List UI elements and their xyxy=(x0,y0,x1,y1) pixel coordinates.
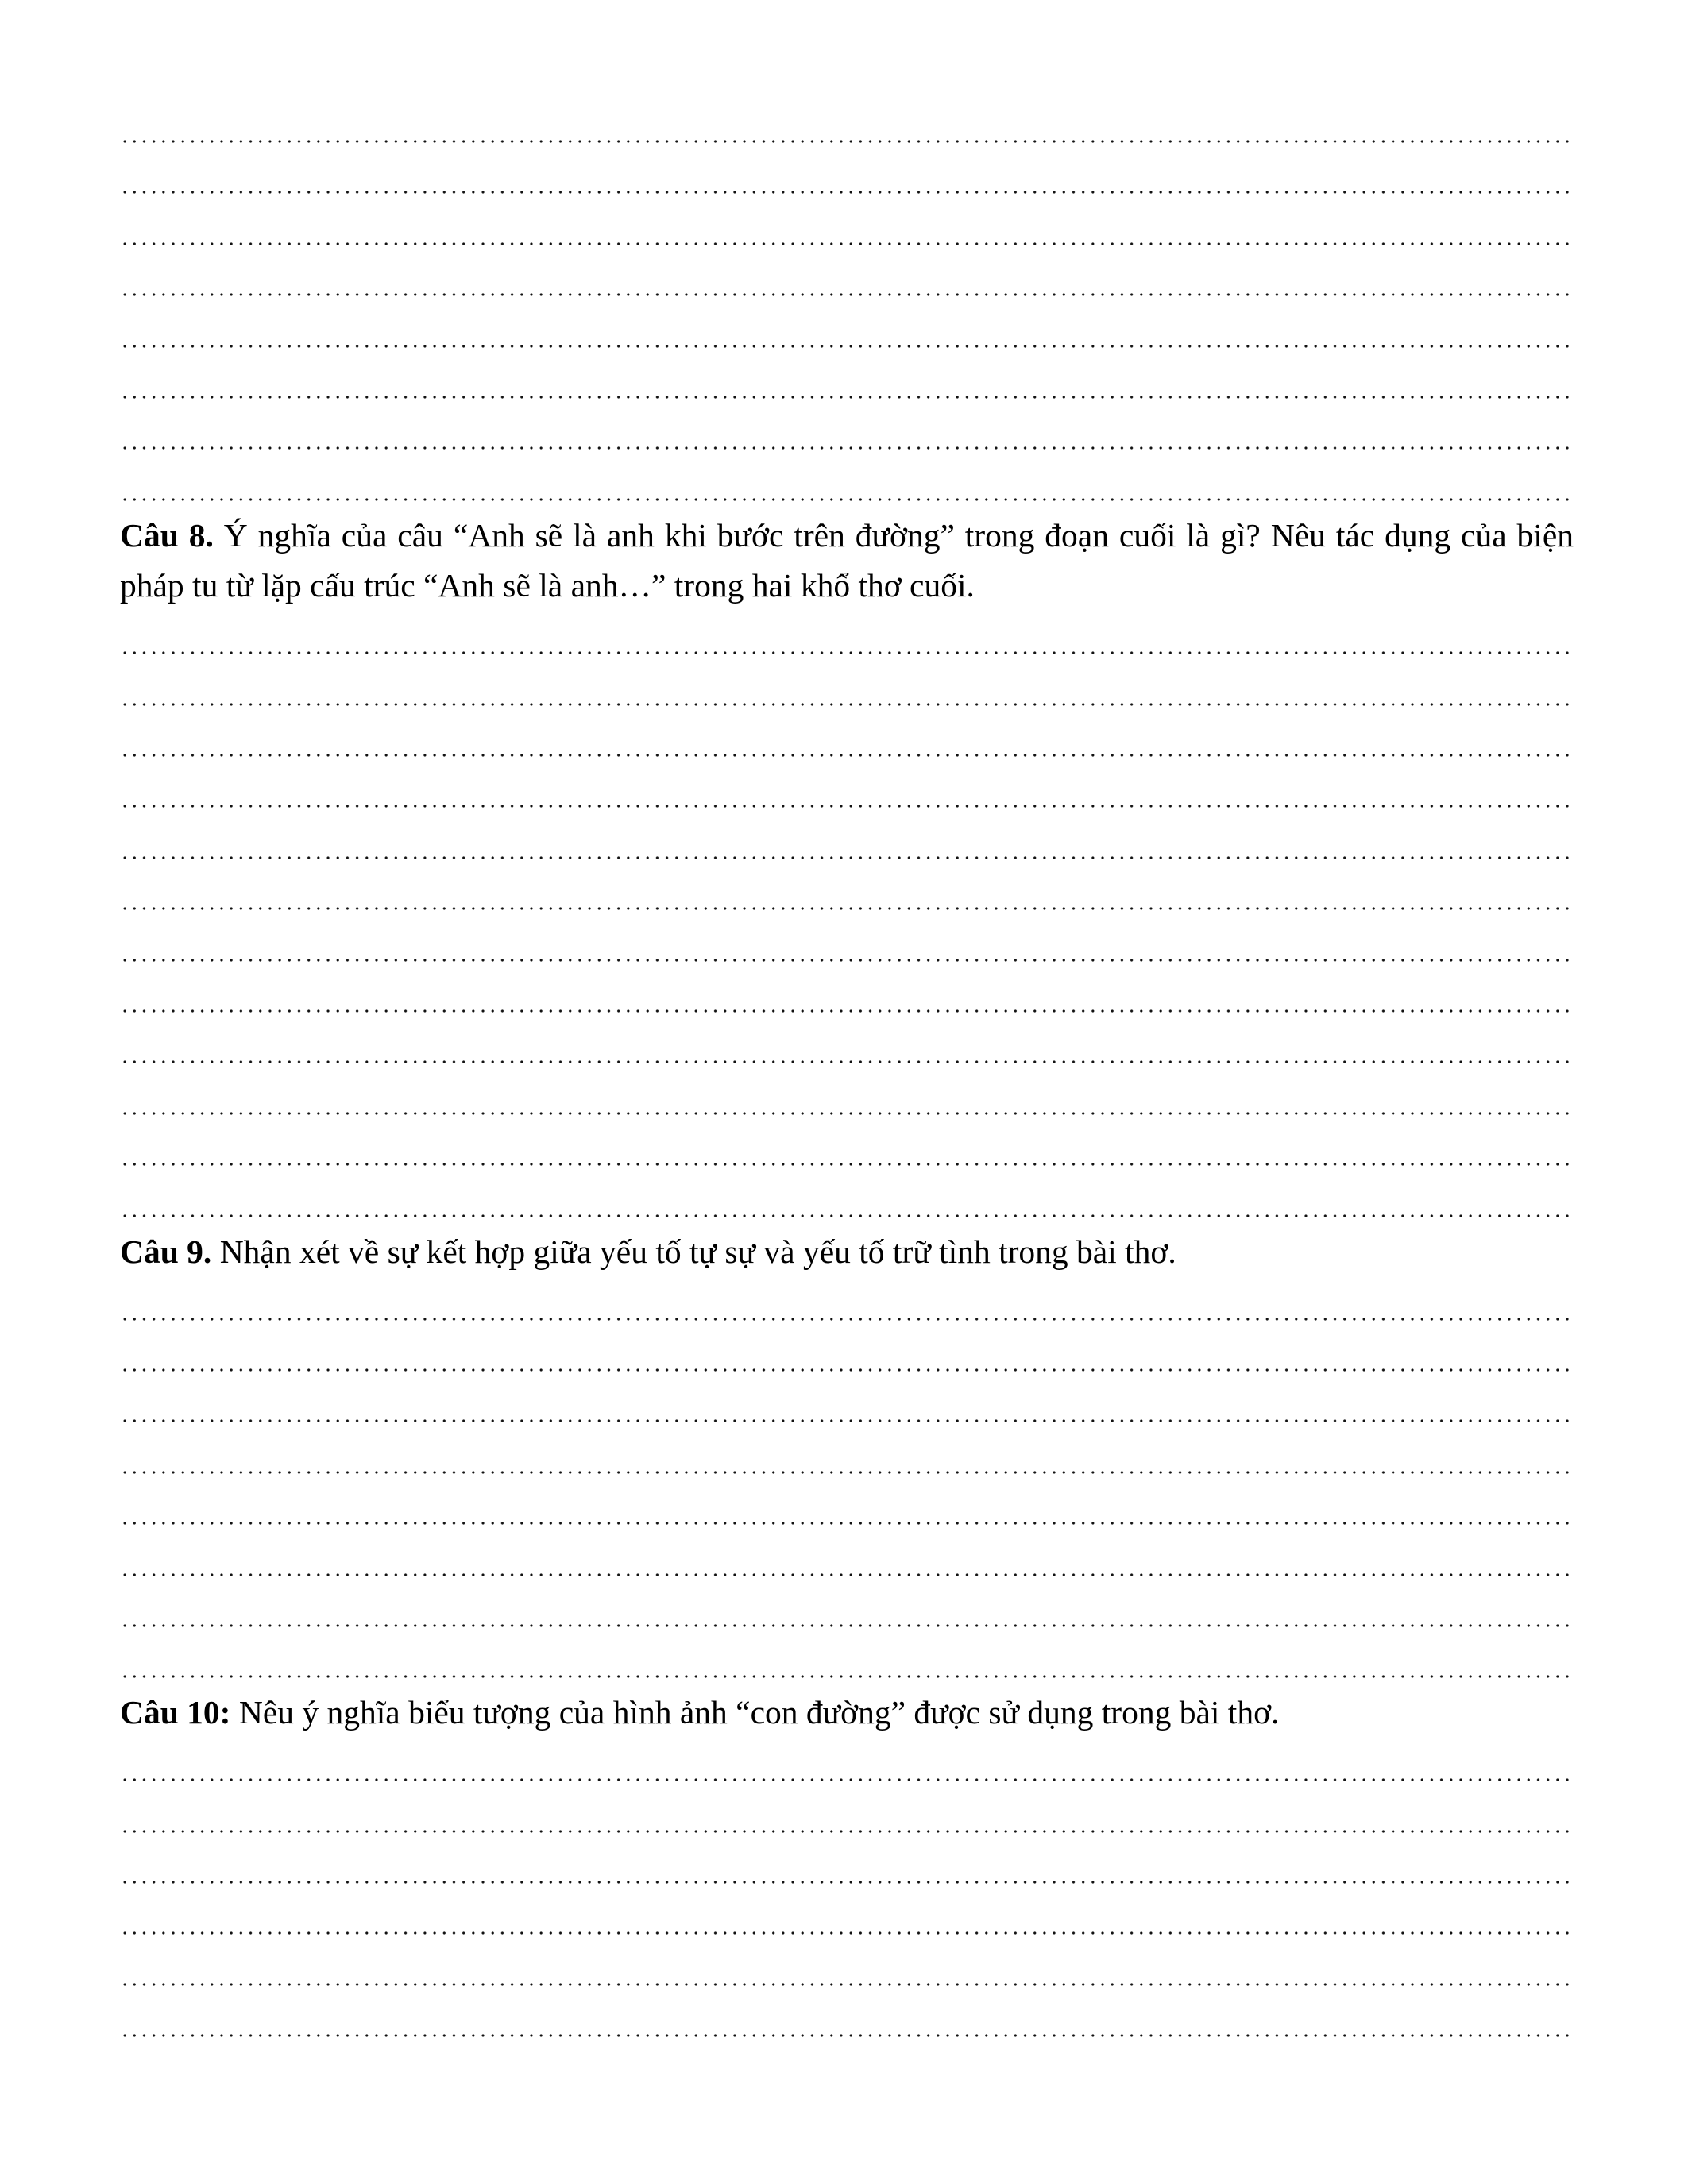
answer-lines-q9 xyxy=(120,1277,1574,1686)
answer-line[interactable] xyxy=(120,1584,1574,1635)
question-10-text: Nêu ý nghĩa biểu tượng của hình ảnh “con đường” được sử dụng trong bài thơ. xyxy=(238,1694,1280,1731)
answer-line[interactable] xyxy=(120,253,1574,304)
answer-line[interactable] xyxy=(120,1021,1574,1071)
question-9-number: Câu 9. xyxy=(120,1233,212,1270)
answer-line[interactable] xyxy=(120,867,1574,918)
answer-line[interactable] xyxy=(120,1635,1574,1686)
answer-line[interactable] xyxy=(120,1738,1574,1789)
question-8-text: Ý nghĩa của câu “Anh sẽ là anh khi bước trên đường” trong đoạn cuối là gì? Nêu tác dụng của biện pháp tu từ lặp cấu trúc “Anh sẽ là anh…” trong hai khổ thơ cuối. xyxy=(120,516,1574,604)
answer-lines-previous xyxy=(120,125,1574,509)
answer-line[interactable] xyxy=(120,612,1574,662)
answer-line[interactable] xyxy=(120,1892,1574,1943)
question-9 xyxy=(120,1225,1574,1278)
answer-line[interactable] xyxy=(120,1277,1574,1328)
question-9-text: Nhận xét về sự kết hợp giữa yếu tố tự sự và yếu tố trữ tình trong bài thơ. xyxy=(219,1233,1176,1270)
answer-line[interactable] xyxy=(120,356,1574,407)
answer-line[interactable] xyxy=(120,407,1574,457)
question-10 xyxy=(120,1686,1574,1738)
answer-line[interactable] xyxy=(120,1174,1574,1225)
question-8 xyxy=(120,509,1574,612)
answer-line[interactable] xyxy=(120,1430,1574,1481)
answer-lines-q8 xyxy=(120,612,1574,1225)
answer-line[interactable] xyxy=(120,1071,1574,1122)
answer-line[interactable] xyxy=(120,714,1574,765)
answer-line[interactable] xyxy=(120,1943,1574,1993)
question-8-number: Câu 8. xyxy=(120,516,214,554)
answer-line[interactable] xyxy=(120,1841,1574,1892)
answer-line[interactable] xyxy=(120,918,1574,969)
answer-line[interactable] xyxy=(120,765,1574,816)
answer-line[interactable] xyxy=(120,816,1574,866)
answer-line[interactable] xyxy=(120,1533,1574,1584)
answer-line[interactable] xyxy=(120,1994,1574,2045)
answer-line[interactable] xyxy=(120,1123,1574,1174)
answer-line[interactable] xyxy=(120,202,1574,253)
answer-line[interactable] xyxy=(120,1329,1574,1379)
answer-line[interactable] xyxy=(120,304,1574,355)
answer-lines-q10 xyxy=(120,1738,1574,2045)
answer-line[interactable] xyxy=(120,1482,1574,1533)
answer-line[interactable] xyxy=(120,457,1574,508)
answer-line[interactable] xyxy=(120,1379,1574,1430)
answer-line[interactable] xyxy=(120,151,1574,202)
worksheet-page xyxy=(120,125,1574,2045)
question-10-number: Câu 10: xyxy=(120,1694,231,1731)
answer-line[interactable] xyxy=(120,1789,1574,1840)
answer-line[interactable] xyxy=(120,970,1574,1021)
answer-line[interactable] xyxy=(120,125,1574,151)
answer-line[interactable] xyxy=(120,662,1574,713)
